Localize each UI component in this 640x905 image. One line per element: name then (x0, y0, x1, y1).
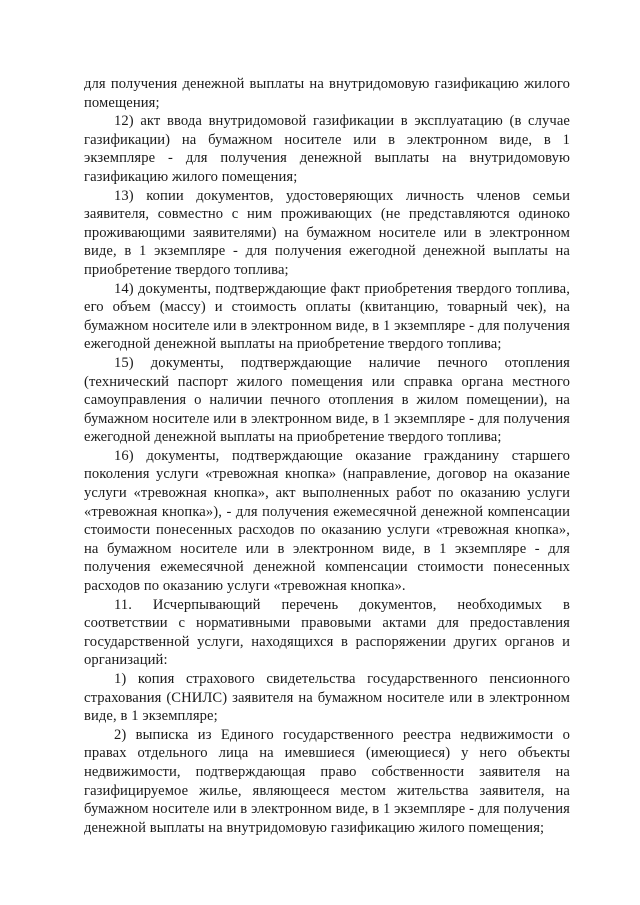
paragraph-item-13: 13) копии документов, удостоверяющих личность членов семьи заявителя, совместно с ним проживающих (не представляются одиноко проживающими заявителями) на бумажном носителе или в электронном виде, в 1 экземпляре - для получения ежегодной денежной выплаты на приобретение твердого топлива; (84, 187, 570, 278)
paragraph-continuation: для получения денежной выплаты на внутридомовую газификацию жилого помещения; (84, 76, 570, 111)
paragraph-item-14: 14) документы, подтверждающие факт приобретения твердого топлива, его объем (массу) и стоимость оплаты (квитанцию, товарный чек), на бумажном носителе или в электронном виде, в 1 экземпляре - для получения ежегодной денежной выплаты на приобретение твердого топлива; (84, 280, 570, 353)
paragraph-item-12: 12) акт ввода внутридомовой газификации в эксплуатацию (в случае газификации) на бумажном носителе или в электронном виде, в 1 экземпляре - для получения денежной выплаты на внутридомовую газификацию жилого помещения; (84, 113, 570, 185)
paragraph-section-11: 11. Исчерпывающий перечень документов, необходимых в соответствии с нормативными правовыми актами для предоставления государственной услуги, находящихся в распоряжении других органов и организаций: (84, 596, 570, 669)
paragraph-item-15: 15) документы, подтверждающие наличие печного отопления (технический паспорт жилого помещения или справка органа местного самоуправления о наличии печного отопления в жилом помещении), на бумажном носителе или в электронном виде, в 1 экземпляре - для получения ежегодной денежной выплаты на приобретение твердого топлива; (84, 354, 570, 446)
paragraph-subitem-2: 2) выписка из Единого государственного реестра недвижимости о правах отдельного лица на имевшиеся (имеющиеся) у него объекты недвижимости, подтверждающая право собственности заявителя на газифицируемое жилье, являющееся местом жительства заявителя, на бумажном носителе или в электронном виде, в 1 экземпляре - для получения денежной выплаты на внутридомовую газификацию жилого помещения; (84, 726, 570, 836)
paragraph-item-16: 16) документы, подтверждающие оказание гражданину старшего поколения услуги «тревожная кнопка» (направление, договор на оказание услуги «тревожная кнопка», акт выполненных работ по оказанию услуги «тревожная кнопка»), - для получения ежемесячной денежной компенсации стоимости понесенных расходов по оказанию услуги «тревожная кнопка», на бумажном носителе или в электронном виде, в 1 экземпляре - для получения ежемесячной денежной компенсации стоимости понесенных расходов по оказанию услуги «тревожная кнопка». (84, 447, 570, 595)
document-page (84, 75, 570, 837)
paragraph-subitem-1: 1) копия страхового свидетельства государственного пенсионного страхования (СНИЛС) заявителя на бумажном носителе или в электронном виде, в 1 экземпляре; (84, 671, 570, 725)
